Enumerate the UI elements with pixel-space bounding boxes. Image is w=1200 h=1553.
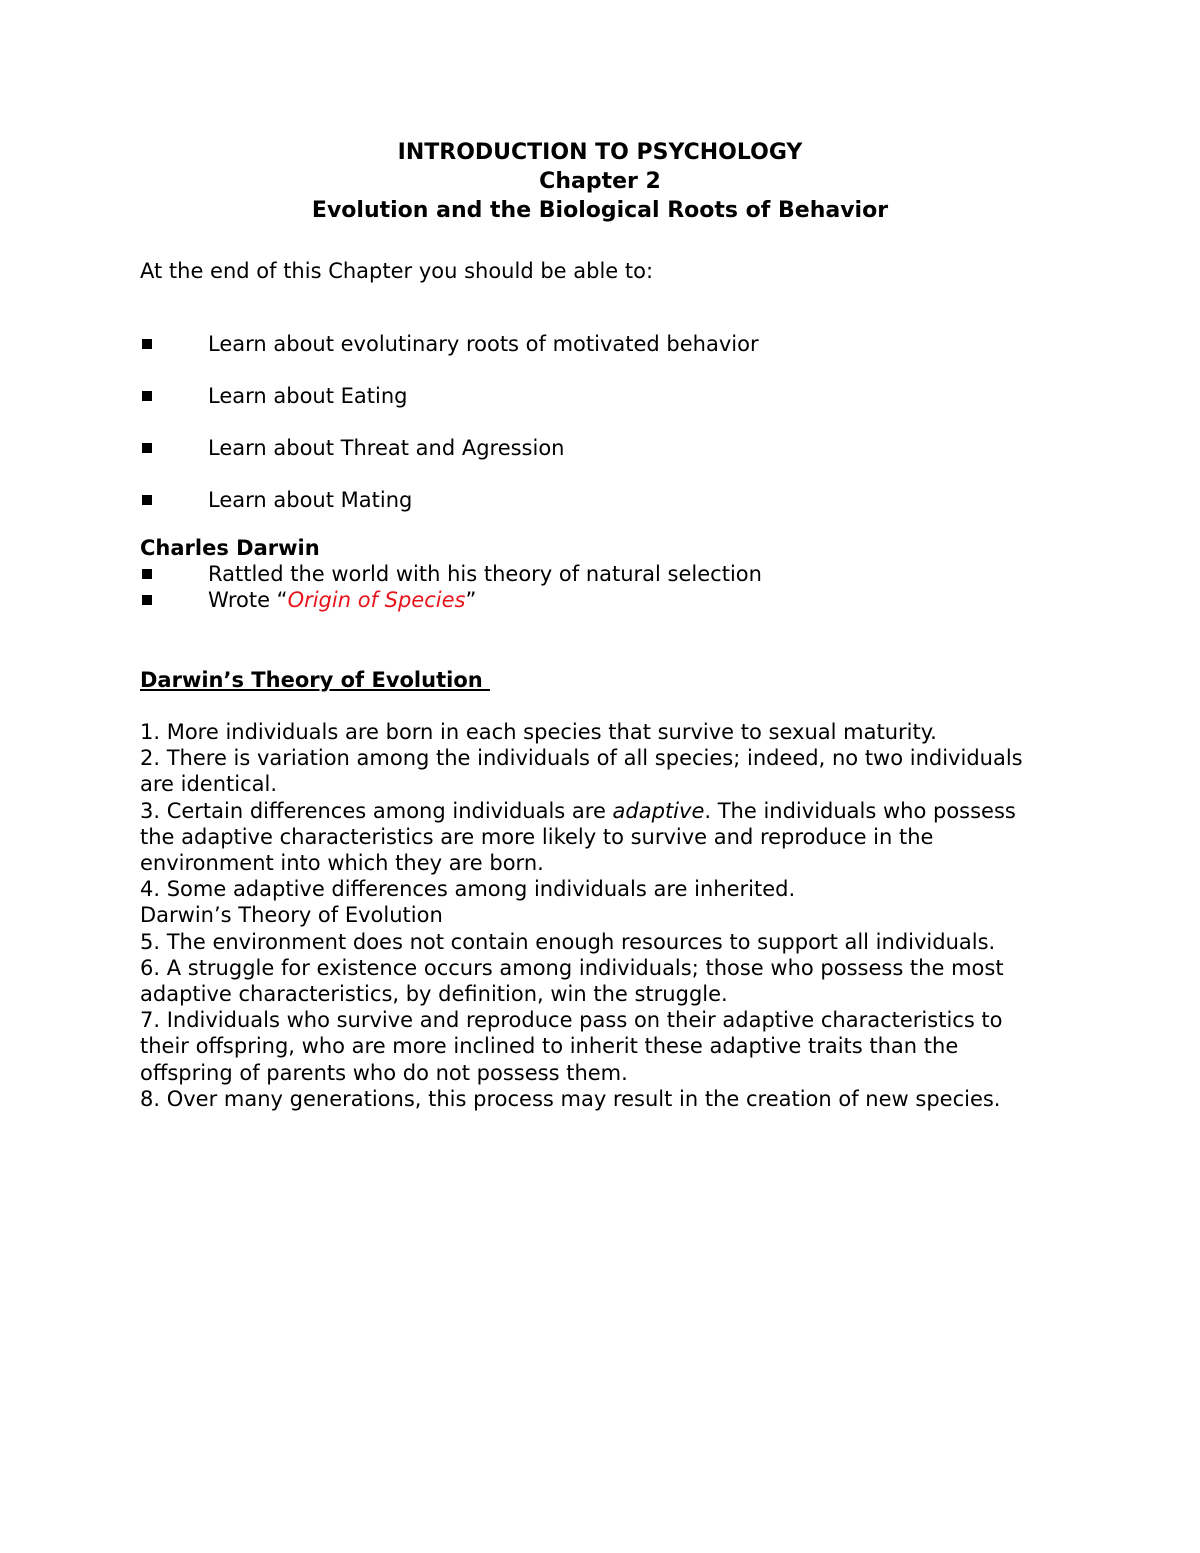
list-item: [140, 331, 1070, 357]
theory-line: adaptive characteristics, by definition, win the struggle.: [140, 982, 728, 1007]
theory-points: [140, 719, 1070, 1112]
list-item: [140, 435, 1070, 461]
book-title: Origin of Species: [287, 588, 466, 612]
theory-line: 8. Over many generations, this process may result in the creation of new species.: [140, 1086, 1001, 1111]
list-item: [140, 561, 1070, 587]
theory-line: 5. The environment does not contain enough resources to support all individuals.: [140, 929, 996, 954]
square-bullet-icon: [140, 435, 208, 461]
chapter-number: Chapter 2: [539, 169, 661, 194]
objectives-list: [140, 331, 1070, 513]
intro-text: At the end of this Chapter you should be able to:: [140, 259, 654, 283]
theory-line: 7. Individuals who survive and reproduce pass on their adaptive characteristics to: [140, 1008, 1003, 1033]
theory-heading: Darwin’s Theory of Evolution: [140, 668, 491, 692]
list-item: [140, 487, 1070, 513]
theory-line: Darwin’s Theory of Evolution: [140, 903, 443, 928]
square-bullet-icon: [140, 383, 208, 409]
theory-line: are identical.: [140, 772, 278, 797]
theory-line: offspring of parents who do not possess them.: [140, 1060, 628, 1085]
theory-line: 2. There is variation among the individuals of all species; indeed, no two individuals: [140, 746, 1023, 771]
theory-line: the adaptive characteristics are more likely to survive and reproduce in the: [140, 824, 934, 849]
darwin-item-text: Rattled the world with his theory of natural selection: [208, 562, 762, 586]
adaptive-emphasis: adaptive: [612, 798, 705, 823]
objective-text: Learn about evolutinary roots of motivated behavior: [208, 332, 759, 356]
document-page: [140, 138, 1070, 1112]
darwin-heading: Charles Darwin: [140, 536, 320, 560]
objective-text: Learn about Mating: [208, 488, 413, 512]
chapter-title: Evolution and the Biological Roots of Behavior: [311, 198, 889, 223]
theory-line: 6. A struggle for existence occurs among individuals; those who possess the most: [140, 955, 1004, 980]
title-block: [130, 138, 1070, 225]
theory-line: 4. Some adaptive differences among individuals are inherited.: [140, 877, 796, 902]
course-title: INTRODUCTION TO PSYCHOLOGY: [397, 140, 803, 165]
objective-text: Learn about Threat and Agression: [208, 436, 565, 460]
theory-line: 3. Certain differences among individuals are adaptive. The individuals who possess: [140, 798, 1016, 823]
list-item: [140, 383, 1070, 409]
square-bullet-icon: [140, 331, 208, 357]
list-item: [140, 587, 1070, 613]
theory-line: their offspring, who are more inclined to inherit these adaptive traits than the: [140, 1034, 959, 1059]
square-bullet-icon: [140, 561, 208, 587]
square-bullet-icon: [140, 587, 208, 613]
square-bullet-icon: [140, 487, 208, 513]
theory-line: 1. More individuals are born in each species that survive to sexual maturity.: [140, 720, 937, 744]
objective-text: Learn about Eating: [208, 384, 408, 408]
darwin-item-text: Wrote “Origin of Species”: [208, 588, 477, 612]
theory-line: environment into which they are born.: [140, 851, 544, 876]
darwin-list: [140, 561, 1070, 613]
